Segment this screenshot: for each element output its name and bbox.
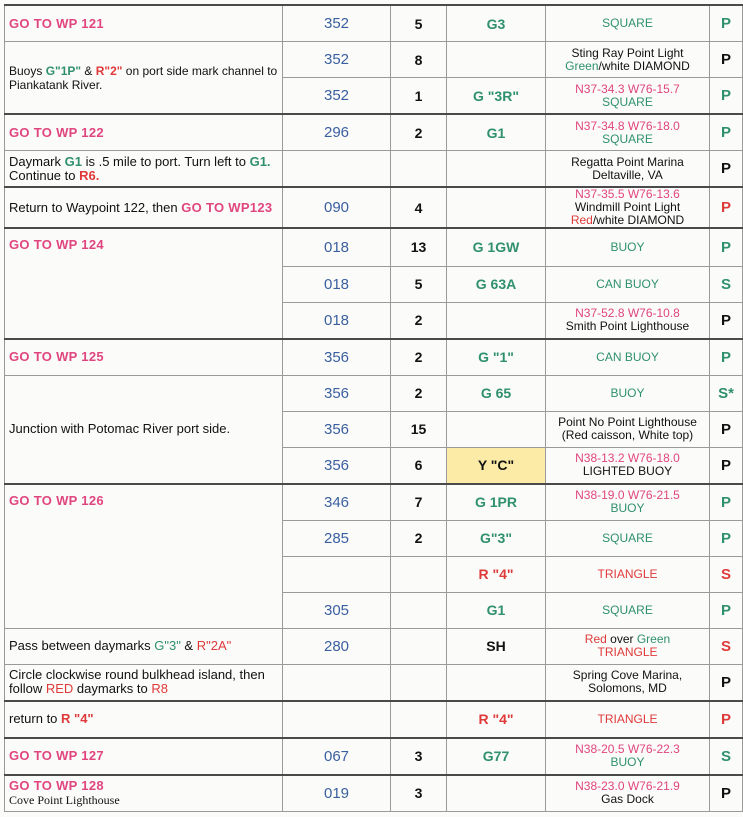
heading-cell: 018 [283,228,391,266]
side-cell: P [710,114,743,151]
heading-cell: 090 [283,187,391,228]
table-row [5,628,743,664]
heading-cell: 352 [283,42,391,78]
route-table-body [5,5,743,811]
instruction-cell [5,701,283,738]
text-span: RED [45,681,74,696]
distance-cell: 3 [391,775,447,812]
side-cell: S [710,738,743,775]
aid-description-cell [546,228,710,266]
text-span: Smith Point Lighthouse [565,319,690,333]
heading-cell: 356 [283,411,391,447]
side-cell: P [710,664,743,701]
text-span: GO TO WP 121 [9,15,104,31]
text-span: Sting Ray Point Light [571,45,684,60]
text-span: is .5 mile to port. Turn left to [81,153,250,169]
text-span: N38-19.0 W76-21.5 [575,488,680,502]
instruction-cell [5,42,283,115]
distance-cell [391,556,447,592]
aid-description-line [550,756,705,769]
distance-cell [391,592,447,628]
side-cell: P [710,151,743,188]
heading-cell: 356 [283,339,391,376]
text-span: Return to Waypoint 122, then [9,199,182,215]
text-span: Daymark [9,153,65,169]
text-span: N37-34.3 W76-15.7 [575,81,680,96]
distance-cell: 2 [391,339,447,376]
text-span: N38-23.0 W76-21.9 [575,779,680,793]
text-span: Green [636,632,671,646]
text-span: GO TO WP 124 [9,237,104,252]
route-table [4,4,743,812]
heading-cell [283,701,391,738]
text-span: CAN BUOY [596,276,659,291]
text-span: GO TO WP123 [181,199,273,215]
marker-cell [447,187,546,228]
text-span: GO TO WP 128 [9,778,104,793]
heading-cell: 352 [283,78,391,115]
side-cell: P [710,775,743,812]
text-span: N37-35.5 W76-13.6 [575,187,680,201]
text-span: G1 [64,153,82,169]
table-row [5,775,743,812]
text-span: Circle clockwise round bulkhead island, then follow [9,667,265,696]
text-span: on port side mark channel to Piankatank River. [9,63,278,92]
text-span: Red [584,632,607,646]
side-cell: P [710,187,743,228]
marker-cell: G3 [447,5,546,42]
text-span: Spring Cove Marina, [572,668,683,682]
table-row [5,484,743,521]
marker-cell: G1 [447,592,546,628]
text-span: & [180,638,197,653]
text-span: SQUARE [602,131,653,146]
side-cell: P [710,5,743,42]
marker-cell: Y "C" [447,447,546,484]
instruction-cell [5,339,283,376]
distance-cell: 1 [391,78,447,115]
text-span: Pass between daymarks [9,638,155,653]
aid-description-line [550,96,705,109]
distance-cell [391,628,447,664]
distance-cell: 2 [391,520,447,556]
aid-description-cell [546,556,710,592]
text-span: G"1P" [45,63,82,78]
heading-cell [283,556,391,592]
text-span: Buoys [9,63,46,78]
aid-description-line [550,646,705,659]
text-span: return to [9,711,62,726]
text-span: R"2A" [196,638,232,653]
text-span: G1. [249,153,271,169]
distance-cell: 2 [391,375,447,411]
text-span: BUOY [610,385,645,400]
instruction-cell [5,114,283,151]
marker-cell: G1 [447,114,546,151]
instruction-cell [5,484,283,629]
marker-cell: G77 [447,738,546,775]
side-cell: P [710,411,743,447]
text-span: Red [570,213,593,227]
aid-description-line [550,532,705,545]
text-span: GO TO WP 122 [9,124,104,140]
aid-description-cell [546,151,710,188]
text-span: R6. [79,167,100,183]
text-span: GO TO WP 125 [9,349,104,364]
text-span: SQUARE [602,16,653,30]
side-cell: P [710,78,743,115]
heading-cell: 356 [283,447,391,484]
side-cell: P [710,302,743,339]
aid-description-cell [546,266,710,302]
table-row [5,375,743,411]
instruction-cell [5,664,283,701]
aid-description-line [550,351,705,364]
heading-cell: 296 [283,114,391,151]
aid-description-line [550,214,705,227]
text-span: Green [565,58,599,73]
marker-cell: G"3" [447,520,546,556]
text-span: Point No Point Lighthouse [558,415,697,429]
text-span: /white DIAMOND [598,58,690,73]
text-span: TRIANGLE [597,645,658,659]
text-span: & [81,63,96,78]
text-span: daymarks to [73,681,152,696]
table-row [5,151,743,188]
text-span: BUOY [610,501,645,515]
distance-cell [391,664,447,701]
instruction-cell [5,5,283,42]
distance-cell: 4 [391,187,447,228]
marker-cell: SH [447,628,546,664]
heading-cell: 352 [283,5,391,42]
aid-description-cell [546,187,710,228]
instruction-cell [5,151,283,188]
aid-description-line [550,429,705,442]
aid-description-cell [546,738,710,775]
aid-description-line [550,17,705,30]
heading-cell: 019 [283,775,391,812]
aid-description-cell [546,664,710,701]
side-cell: S [710,628,743,664]
aid-description-cell [546,411,710,447]
aid-description-line [550,793,705,806]
aid-description-cell [546,5,710,42]
aid-description-line [550,169,705,182]
aid-description-line [550,133,705,146]
marker-cell [447,775,546,812]
distance-cell: 5 [391,266,447,302]
aid-description-line [550,502,705,515]
heading-cell: 018 [283,266,391,302]
text-span: Junction with Potomac River port side. [9,421,231,436]
table-row [5,187,743,228]
table-row [5,114,743,151]
side-cell: P [710,339,743,376]
aid-description-line [550,278,705,291]
distance-cell [391,151,447,188]
marker-cell: G 1PR [447,484,546,521]
heading-cell: 018 [283,302,391,339]
marker-cell: R "4" [447,701,546,738]
text-span: TRIANGLE [597,711,658,726]
distance-cell: 15 [391,411,447,447]
aid-description-line [550,241,705,254]
side-cell: P [710,484,743,521]
aid-description-cell [546,628,710,664]
marker-cell [447,302,546,339]
distance-cell [391,701,447,738]
instruction-cell [5,628,283,664]
side-cell: S [710,556,743,592]
aid-description-cell [546,701,710,738]
marker-cell: G "1" [447,339,546,376]
text-span: SQUARE [602,94,653,109]
distance-cell: 2 [391,302,447,339]
table-row [5,42,743,78]
aid-description-cell [546,114,710,151]
table-row [5,228,743,266]
text-span: Regatta Point Marina [571,154,684,169]
aid-description-cell [546,484,710,521]
text-span: (Red caisson, White top) [561,428,694,442]
distance-cell: 3 [391,738,447,775]
text-span: Solomons, MD [588,681,667,695]
heading-cell: 356 [283,375,391,411]
text-span: N37-34.8 W76-18.0 [575,118,680,133]
side-cell: S* [710,375,743,411]
aid-description-line [550,568,705,581]
marker-cell [447,151,546,188]
text-span: SQUARE [602,602,653,617]
text-span: SQUARE [602,530,653,545]
table-row [5,738,743,775]
text-span: CAN BUOY [596,349,659,364]
aid-description-line [550,713,705,726]
text-span: TRIANGLE [597,566,658,581]
instruction-cell [5,187,283,228]
side-cell: P [710,42,743,78]
text-span: Gas Dock [601,792,654,806]
marker-cell: G 65 [447,375,546,411]
text-span: BUOY [610,239,645,254]
marker-cell: R "4" [447,556,546,592]
aid-description-line [550,320,705,333]
aid-description-cell [546,375,710,411]
aid-description-cell [546,78,710,115]
aid-description-cell [546,339,710,376]
text-span: R "4" [61,711,94,726]
text-span: over [606,632,637,646]
text-span: GO TO WP 127 [9,748,104,763]
instruction-cell [5,375,283,484]
table-row [5,701,743,738]
marker-cell: G 63A [447,266,546,302]
text-span: R"2" [95,63,123,78]
aid-description-cell [546,447,710,484]
distance-cell: 5 [391,5,447,42]
heading-cell [283,151,391,188]
aid-description-cell [546,592,710,628]
table-row [5,5,743,42]
text-span: Continue to [9,167,80,183]
text-span: N38-13.2 W76-18.0 [575,451,680,465]
heading-cell: 280 [283,628,391,664]
text-span: LIGHTED BUOY [582,464,673,478]
heading-cell: 346 [283,484,391,521]
text-span: N38-20.5 W76-22.3 [575,742,680,756]
aid-description-line [550,682,705,695]
distance-cell: 2 [391,114,447,151]
text-span: G"3" [154,638,181,653]
table-row [5,339,743,376]
text-span: BUOY [610,755,645,769]
distance-cell: 6 [391,447,447,484]
side-cell: P [710,520,743,556]
aid-description-line [550,465,705,478]
side-cell: P [710,228,743,266]
marker-cell [447,411,546,447]
text-span: /white DIAMOND [592,213,685,227]
text-span: GO TO WP 126 [9,492,104,508]
heading-cell: 067 [283,738,391,775]
marker-cell [447,42,546,78]
distance-cell: 7 [391,484,447,521]
distance-cell: 13 [391,228,447,266]
aid-description-cell [546,302,710,339]
table-row [5,664,743,701]
text-span: Windmill Point Light [574,200,681,214]
marker-cell: G "3R" [447,78,546,115]
aid-description-line [550,604,705,617]
side-cell: P [710,701,743,738]
heading-cell [283,664,391,701]
side-cell: P [710,592,743,628]
text-span: Deltaville, VA [592,167,663,182]
instruction-cell [5,738,283,775]
aid-description-line [550,60,705,73]
marker-cell [447,664,546,701]
aid-description-cell [546,775,710,812]
text-span: R8 [151,681,168,696]
aid-description-line [550,387,705,400]
aid-description-cell [546,520,710,556]
aid-description-cell [546,42,710,78]
distance-cell: 8 [391,42,447,78]
text-span: Cove Point Lighthouse [9,793,120,807]
heading-cell: 285 [283,520,391,556]
marker-cell: G 1GW [447,228,546,266]
instruction-cell [5,775,283,812]
heading-cell: 305 [283,592,391,628]
side-cell: S [710,266,743,302]
side-cell: P [710,447,743,484]
instruction-cell [5,228,283,339]
text-span: N37-52.8 W76-10.8 [575,306,680,320]
